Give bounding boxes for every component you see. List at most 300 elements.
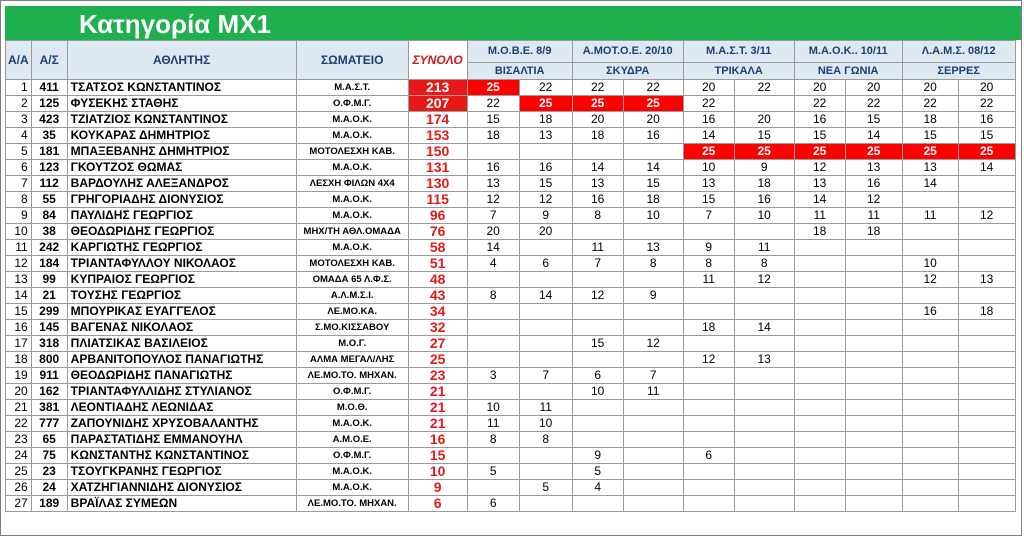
header-place-3[interactable]: ΤΡΙΚΑΛΑ: [683, 63, 794, 80]
cell-as[interactable]: 777: [31, 416, 67, 432]
cell-athlete[interactable]: ΚΩΝΣΤΑΝΤΗΣ ΚΩΝΣΤΑΝΤΙΝΟΣ: [67, 448, 296, 464]
cell-score[interactable]: 22: [794, 96, 845, 112]
cell-score[interactable]: [467, 272, 519, 288]
cell-aa[interactable]: 16: [6, 320, 32, 336]
cell-score[interactable]: 15: [734, 128, 794, 144]
cell-score[interactable]: [623, 144, 683, 160]
cell-score[interactable]: 18: [683, 320, 734, 336]
header-place-5[interactable]: ΣΕΡΡΕΣ: [902, 63, 1015, 80]
cell-aa[interactable]: 27: [6, 496, 32, 512]
cell-score[interactable]: [845, 288, 902, 304]
cell-total[interactable]: 10: [408, 464, 467, 480]
cell-score[interactable]: [902, 480, 958, 496]
cell-club[interactable]: ΛΕ.ΜΟ.ΤΟ. ΜΗΧΑΝ.: [296, 368, 408, 384]
cell-score[interactable]: [623, 400, 683, 416]
cell-athlete[interactable]: ΒΑΓΕΝΑΣ ΝΙΚΟΛΑΟΣ: [67, 320, 296, 336]
cell-athlete[interactable]: ΖΑΠΟΥΝΙΔΗΣ ΧΡΥΣΟΒΑΛΑΝΤΗΣ: [67, 416, 296, 432]
cell-score[interactable]: [845, 240, 902, 256]
cell-club[interactable]: Μ.Ο.Θ.: [296, 400, 408, 416]
cell-score[interactable]: 18: [519, 112, 572, 128]
cell-club[interactable]: ΜΟΤΟΛΕΣΧΗ ΚΑΒ.: [296, 144, 408, 160]
cell-score[interactable]: 18: [845, 224, 902, 240]
cell-score[interactable]: 9: [683, 240, 734, 256]
cell-club[interactable]: ΜΗΧ/ΤΗ ΑΘΛ.ΟΜΑΔΑ: [296, 224, 408, 240]
cell-aa[interactable]: 23: [6, 432, 32, 448]
cell-score[interactable]: 18: [958, 304, 1015, 320]
cell-aa[interactable]: 4: [6, 128, 32, 144]
cell-score[interactable]: [467, 480, 519, 496]
cell-score[interactable]: [734, 400, 794, 416]
cell-club[interactable]: Α.Μ.Ο.Ε.: [296, 432, 408, 448]
cell-score[interactable]: 25: [467, 80, 519, 96]
cell-score[interactable]: [623, 480, 683, 496]
cell-club[interactable]: Μ.Α.Ο.Κ.: [296, 240, 408, 256]
cell-score[interactable]: [845, 256, 902, 272]
cell-score[interactable]: [683, 496, 734, 512]
cell-score[interactable]: 22: [902, 96, 958, 112]
cell-score[interactable]: [623, 432, 683, 448]
cell-score[interactable]: [794, 256, 845, 272]
cell-club[interactable]: ΛΕ.ΜΟ.ΤΟ. ΜΗΧΑΝ.: [296, 496, 408, 512]
cell-aa[interactable]: 1: [6, 80, 32, 96]
cell-score[interactable]: 15: [623, 176, 683, 192]
cell-score[interactable]: [683, 224, 734, 240]
cell-score[interactable]: 8: [519, 432, 572, 448]
cell-score[interactable]: 5: [467, 464, 519, 480]
cell-score[interactable]: 14: [572, 160, 623, 176]
cell-total[interactable]: 150: [408, 144, 467, 160]
cell-score[interactable]: [519, 272, 572, 288]
cell-total[interactable]: 21: [408, 400, 467, 416]
cell-club[interactable]: Ο.Φ.Μ.Γ.: [296, 96, 408, 112]
cell-score[interactable]: [572, 496, 623, 512]
cell-score[interactable]: 22: [623, 80, 683, 96]
cell-score[interactable]: [734, 384, 794, 400]
cell-total[interactable]: 213: [408, 80, 467, 96]
cell-as[interactable]: 184: [31, 256, 67, 272]
cell-as[interactable]: 145: [31, 320, 67, 336]
cell-score[interactable]: [623, 272, 683, 288]
cell-score[interactable]: [734, 464, 794, 480]
cell-club[interactable]: Μ.Α.Ο.Κ.: [296, 416, 408, 432]
cell-score[interactable]: 14: [794, 192, 845, 208]
cell-score[interactable]: 16: [845, 176, 902, 192]
cell-score[interactable]: [958, 224, 1015, 240]
cell-as[interactable]: 38: [31, 224, 67, 240]
cell-athlete[interactable]: ΚΑΡΓΙΩΤΗΣ ΓΕΩΡΓΙΟΣ: [67, 240, 296, 256]
cell-score[interactable]: [958, 176, 1015, 192]
cell-score[interactable]: 5: [519, 480, 572, 496]
cell-total[interactable]: 21: [408, 416, 467, 432]
cell-score[interactable]: [958, 192, 1015, 208]
cell-score[interactable]: 11: [902, 208, 958, 224]
cell-score[interactable]: 25: [845, 144, 902, 160]
cell-total[interactable]: 131: [408, 160, 467, 176]
cell-aa[interactable]: 13: [6, 272, 32, 288]
cell-score[interactable]: [845, 480, 902, 496]
cell-score[interactable]: 14: [623, 160, 683, 176]
cell-athlete[interactable]: ΦΥΣΕΚΗΣ ΣΤΑΘΗΣ: [67, 96, 296, 112]
cell-score[interactable]: [902, 352, 958, 368]
cell-athlete[interactable]: ΠΛΙΑΤΣΙΚΑΣ ΒΑΣΙΛΕΙΟΣ: [67, 336, 296, 352]
cell-score[interactable]: [845, 432, 902, 448]
cell-score[interactable]: 15: [958, 128, 1015, 144]
cell-score[interactable]: [734, 288, 794, 304]
header-place-2[interactable]: ΣΚΥΔΡΑ: [572, 63, 683, 80]
cell-score[interactable]: 10: [572, 384, 623, 400]
cell-club[interactable]: Μ.Ο.Γ.: [296, 336, 408, 352]
cell-score[interactable]: [572, 416, 623, 432]
cell-score[interactable]: [683, 304, 734, 320]
cell-score[interactable]: [902, 288, 958, 304]
cell-score[interactable]: [734, 448, 794, 464]
cell-score[interactable]: [572, 352, 623, 368]
cell-as[interactable]: 162: [31, 384, 67, 400]
cell-score[interactable]: 18: [623, 192, 683, 208]
cell-as[interactable]: 55: [31, 192, 67, 208]
cell-score[interactable]: [902, 336, 958, 352]
cell-score[interactable]: [902, 224, 958, 240]
cell-club[interactable]: Ο.Φ.Μ.Γ.: [296, 384, 408, 400]
cell-score[interactable]: 13: [958, 272, 1015, 288]
cell-score[interactable]: 16: [623, 128, 683, 144]
cell-score[interactable]: [845, 304, 902, 320]
cell-score[interactable]: 15: [572, 336, 623, 352]
cell-club[interactable]: Μ.Α.Ο.Κ.: [296, 112, 408, 128]
cell-score[interactable]: [794, 288, 845, 304]
cell-score[interactable]: 6: [572, 368, 623, 384]
cell-score[interactable]: 12: [623, 336, 683, 352]
cell-score[interactable]: 3: [467, 368, 519, 384]
header-place-1[interactable]: ΒΙΣΑΛΤΙΑ: [467, 63, 572, 80]
cell-score[interactable]: [683, 416, 734, 432]
cell-score[interactable]: 11: [734, 240, 794, 256]
cell-as[interactable]: 99: [31, 272, 67, 288]
cell-as[interactable]: 381: [31, 400, 67, 416]
cell-score[interactable]: 15: [845, 112, 902, 128]
header-event-4[interactable]: Μ.Α.Ο.Κ.. 10/11: [794, 41, 902, 63]
cell-score[interactable]: 13: [572, 176, 623, 192]
cell-score[interactable]: [623, 320, 683, 336]
cell-athlete[interactable]: ΓΡΗΓΟΡΙΑΔΗΣ ΔΙΟΝΥΣΙΟΣ: [67, 192, 296, 208]
cell-as[interactable]: 189: [31, 496, 67, 512]
cell-athlete[interactable]: ΚΥΠΡΑΙΟΣ ΓΕΩΡΓΙΟΣ: [67, 272, 296, 288]
cell-as[interactable]: 800: [31, 352, 67, 368]
cell-score[interactable]: 4: [572, 480, 623, 496]
cell-athlete[interactable]: ΠΑΡΑΣΤΑΤΙΔΗΣ ΕΜΜΑΝΟΥΗΛ: [67, 432, 296, 448]
cell-aa[interactable]: 18: [6, 352, 32, 368]
cell-score[interactable]: 14: [683, 128, 734, 144]
header-total[interactable]: ΣΥΝΟΛΟ: [408, 41, 467, 80]
cell-score[interactable]: 13: [794, 176, 845, 192]
cell-score[interactable]: [734, 432, 794, 448]
cell-score[interactable]: 9: [519, 208, 572, 224]
cell-score[interactable]: 13: [734, 352, 794, 368]
cell-score[interactable]: 7: [519, 368, 572, 384]
cell-as[interactable]: 299: [31, 304, 67, 320]
cell-as[interactable]: 112: [31, 176, 67, 192]
cell-score[interactable]: 16: [467, 160, 519, 176]
cell-score[interactable]: 12: [958, 208, 1015, 224]
cell-score[interactable]: 20: [683, 80, 734, 96]
cell-score[interactable]: 11: [623, 384, 683, 400]
cell-score[interactable]: 20: [519, 224, 572, 240]
cell-score[interactable]: 11: [519, 400, 572, 416]
cell-aa[interactable]: 22: [6, 416, 32, 432]
cell-aa[interactable]: 12: [6, 256, 32, 272]
cell-score[interactable]: 14: [845, 128, 902, 144]
cell-score[interactable]: [794, 432, 845, 448]
cell-total[interactable]: 6: [408, 496, 467, 512]
cell-score[interactable]: [958, 480, 1015, 496]
cell-score[interactable]: [467, 336, 519, 352]
cell-score[interactable]: 25: [794, 144, 845, 160]
cell-aa[interactable]: 3: [6, 112, 32, 128]
cell-score[interactable]: [572, 400, 623, 416]
cell-score[interactable]: [958, 336, 1015, 352]
cell-total[interactable]: 21: [408, 384, 467, 400]
cell-score[interactable]: [794, 480, 845, 496]
cell-total[interactable]: 34: [408, 304, 467, 320]
cell-score[interactable]: 16: [958, 112, 1015, 128]
cell-score[interactable]: 12: [902, 272, 958, 288]
cell-athlete[interactable]: ΜΠΟΥΡΙΚΑΣ ΕΥΑΓΓΕΛΟΣ: [67, 304, 296, 320]
cell-score[interactable]: 12: [572, 288, 623, 304]
cell-as[interactable]: 24: [31, 480, 67, 496]
header-as[interactable]: Α/Σ: [31, 41, 67, 80]
cell-total[interactable]: 76: [408, 224, 467, 240]
cell-as[interactable]: 21: [31, 288, 67, 304]
cell-score[interactable]: 15: [902, 128, 958, 144]
cell-athlete[interactable]: ΑΡΒΑΝΙΤΟΠΟΥΛΟΣ ΠΑΝΑΓΙΩΤΗΣ: [67, 352, 296, 368]
cell-score[interactable]: 16: [734, 192, 794, 208]
cell-athlete[interactable]: ΘΕΟΔΩΡΙΔΗΣ ΠΑΝΑΓΙΩΤΗΣ: [67, 368, 296, 384]
cell-club[interactable]: Ο.Φ.Μ.Γ.: [296, 448, 408, 464]
cell-score[interactable]: [794, 368, 845, 384]
cell-score[interactable]: [519, 240, 572, 256]
cell-aa[interactable]: 8: [6, 192, 32, 208]
cell-score[interactable]: [623, 352, 683, 368]
cell-score[interactable]: [734, 496, 794, 512]
cell-score[interactable]: 8: [683, 256, 734, 272]
cell-score[interactable]: [958, 496, 1015, 512]
cell-score[interactable]: 10: [683, 160, 734, 176]
cell-score[interactable]: [572, 304, 623, 320]
cell-total[interactable]: 58: [408, 240, 467, 256]
cell-score[interactable]: [734, 336, 794, 352]
cell-score[interactable]: 16: [902, 304, 958, 320]
cell-aa[interactable]: 11: [6, 240, 32, 256]
cell-score[interactable]: [845, 496, 902, 512]
cell-score[interactable]: 8: [467, 432, 519, 448]
cell-score[interactable]: 13: [519, 128, 572, 144]
cell-athlete[interactable]: ΤΣΑΤΣΟΣ ΚΩΝΣΤΑΝΤΙΝΟΣ: [67, 80, 296, 96]
cell-score[interactable]: 8: [734, 256, 794, 272]
cell-score[interactable]: [519, 320, 572, 336]
cell-score[interactable]: [519, 336, 572, 352]
cell-score[interactable]: 8: [572, 208, 623, 224]
cell-as[interactable]: 423: [31, 112, 67, 128]
cell-score[interactable]: 25: [734, 144, 794, 160]
cell-score[interactable]: 11: [683, 272, 734, 288]
cell-score[interactable]: [683, 288, 734, 304]
cell-club[interactable]: Μ.Α.Ο.Κ.: [296, 480, 408, 496]
cell-aa[interactable]: 6: [6, 160, 32, 176]
cell-score[interactable]: [845, 416, 902, 432]
cell-score[interactable]: [794, 240, 845, 256]
cell-score[interactable]: 9: [572, 448, 623, 464]
cell-score[interactable]: 10: [902, 256, 958, 272]
cell-athlete[interactable]: ΧΑΤΖΗΓΙΑΝΝΙΔΗΣ ΔΙΟΝΥΣΙΟΣ: [67, 480, 296, 496]
cell-score[interactable]: [845, 352, 902, 368]
cell-score[interactable]: [734, 480, 794, 496]
cell-score[interactable]: [902, 320, 958, 336]
cell-score[interactable]: 7: [683, 208, 734, 224]
cell-score[interactable]: 25: [519, 96, 572, 112]
cell-score[interactable]: [902, 400, 958, 416]
cell-score[interactable]: [902, 448, 958, 464]
cell-score[interactable]: [845, 368, 902, 384]
cell-score[interactable]: 14: [958, 160, 1015, 176]
cell-athlete[interactable]: ΤΟΥΣΗΣ ΓΕΩΡΓΙΟΣ: [67, 288, 296, 304]
cell-score[interactable]: 15: [519, 176, 572, 192]
cell-score[interactable]: 13: [683, 176, 734, 192]
cell-total[interactable]: 174: [408, 112, 467, 128]
cell-score[interactable]: 12: [845, 192, 902, 208]
header-event-3[interactable]: Μ.Α.Σ.Τ. 3/11: [683, 41, 794, 63]
cell-score[interactable]: [902, 368, 958, 384]
cell-score[interactable]: 5: [572, 464, 623, 480]
cell-as[interactable]: 35: [31, 128, 67, 144]
cell-score[interactable]: [902, 384, 958, 400]
cell-score[interactable]: [794, 400, 845, 416]
cell-score[interactable]: [958, 464, 1015, 480]
cell-score[interactable]: 25: [902, 144, 958, 160]
cell-score[interactable]: [845, 272, 902, 288]
cell-score[interactable]: [845, 336, 902, 352]
cell-score[interactable]: 12: [794, 160, 845, 176]
cell-total[interactable]: 9: [408, 480, 467, 496]
cell-score[interactable]: [902, 464, 958, 480]
cell-total[interactable]: 115: [408, 192, 467, 208]
cell-score[interactable]: 13: [623, 240, 683, 256]
cell-score[interactable]: [958, 256, 1015, 272]
cell-aa[interactable]: 20: [6, 384, 32, 400]
cell-total[interactable]: 32: [408, 320, 467, 336]
cell-score[interactable]: [519, 304, 572, 320]
cell-score[interactable]: 14: [467, 240, 519, 256]
cell-club[interactable]: Μ.Α.Ο.Κ.: [296, 192, 408, 208]
cell-aa[interactable]: 21: [6, 400, 32, 416]
cell-score[interactable]: 13: [902, 160, 958, 176]
cell-as[interactable]: 411: [31, 80, 67, 96]
cell-score[interactable]: [467, 384, 519, 400]
cell-score[interactable]: [519, 384, 572, 400]
cell-score[interactable]: 12: [467, 192, 519, 208]
cell-score[interactable]: [794, 352, 845, 368]
cell-as[interactable]: 75: [31, 448, 67, 464]
cell-as[interactable]: 318: [31, 336, 67, 352]
cell-score[interactable]: [794, 464, 845, 480]
cell-score[interactable]: [683, 400, 734, 416]
cell-score[interactable]: [845, 464, 902, 480]
cell-club[interactable]: Μ.Α.Ο.Κ.: [296, 160, 408, 176]
cell-score[interactable]: 8: [467, 288, 519, 304]
cell-score[interactable]: [683, 384, 734, 400]
cell-score[interactable]: [623, 416, 683, 432]
cell-score[interactable]: [958, 432, 1015, 448]
cell-score[interactable]: [519, 448, 572, 464]
cell-club[interactable]: ΛΕ.ΜΟ.ΚΑ.: [296, 304, 408, 320]
cell-score[interactable]: 20: [734, 112, 794, 128]
header-club[interactable]: ΣΩΜΑΤΕΙΟ: [296, 41, 408, 80]
cell-aa[interactable]: 24: [6, 448, 32, 464]
cell-score[interactable]: [683, 480, 734, 496]
cell-score[interactable]: [794, 320, 845, 336]
cell-score[interactable]: [683, 368, 734, 384]
cell-score[interactable]: 20: [467, 224, 519, 240]
cell-score[interactable]: 20: [794, 80, 845, 96]
cell-score[interactable]: 4: [467, 256, 519, 272]
cell-score[interactable]: [683, 336, 734, 352]
cell-athlete[interactable]: ΤΣΟΥΓΚΡΑΝΗΣ ΓΕΩΡΓΙΟΣ: [67, 464, 296, 480]
cell-score[interactable]: 25: [623, 96, 683, 112]
cell-score[interactable]: 12: [734, 272, 794, 288]
cell-aa[interactable]: 2: [6, 96, 32, 112]
cell-aa[interactable]: 19: [6, 368, 32, 384]
cell-aa[interactable]: 25: [6, 464, 32, 480]
cell-total[interactable]: 96: [408, 208, 467, 224]
cell-score[interactable]: [467, 448, 519, 464]
cell-athlete[interactable]: ΤΡΙΑΝΤΑΦΥΛΛΙΔΗΣ ΣΤΥΛΙΑΝΟΣ: [67, 384, 296, 400]
cell-score[interactable]: 6: [683, 448, 734, 464]
cell-score[interactable]: 20: [623, 112, 683, 128]
cell-score[interactable]: [902, 416, 958, 432]
cell-score[interactable]: 15: [794, 128, 845, 144]
cell-score[interactable]: 14: [519, 288, 572, 304]
cell-score[interactable]: 20: [572, 112, 623, 128]
cell-aa[interactable]: 5: [6, 144, 32, 160]
cell-athlete[interactable]: ΤΡΙΑΝΤΑΦΥΛΛΟΥ ΝΙΚΟΛΑΟΣ: [67, 256, 296, 272]
cell-score[interactable]: 11: [794, 208, 845, 224]
cell-score[interactable]: 14: [902, 176, 958, 192]
cell-as[interactable]: 65: [31, 432, 67, 448]
cell-score[interactable]: 20: [958, 80, 1015, 96]
cell-score[interactable]: [902, 496, 958, 512]
cell-athlete[interactable]: ΚΟΥΚΑΡΑΣ ΔΗΜΗΤΡΙΟΣ: [67, 128, 296, 144]
cell-score[interactable]: [623, 224, 683, 240]
cell-score[interactable]: 22: [958, 96, 1015, 112]
cell-club[interactable]: ΜΟΤΟΛΕΣΧΗ ΚΑΒ.: [296, 256, 408, 272]
cell-score[interactable]: 10: [519, 416, 572, 432]
cell-total[interactable]: 48: [408, 272, 467, 288]
cell-score[interactable]: 15: [467, 112, 519, 128]
cell-score[interactable]: [845, 448, 902, 464]
cell-score[interactable]: [958, 400, 1015, 416]
cell-aa[interactable]: 14: [6, 288, 32, 304]
cell-score[interactable]: [958, 384, 1015, 400]
cell-score[interactable]: [572, 320, 623, 336]
cell-score[interactable]: [519, 352, 572, 368]
cell-score[interactable]: 12: [519, 192, 572, 208]
cell-score[interactable]: [845, 400, 902, 416]
header-athlete[interactable]: ΑΘΛΗΤΗΣ: [67, 41, 296, 80]
cell-score[interactable]: 10: [467, 400, 519, 416]
cell-score[interactable]: 22: [845, 96, 902, 112]
cell-score[interactable]: [845, 320, 902, 336]
cell-score[interactable]: [958, 448, 1015, 464]
cell-athlete[interactable]: ΠΑΥΛΙΔΗΣ ΓΕΩΡΓΙΟΣ: [67, 208, 296, 224]
